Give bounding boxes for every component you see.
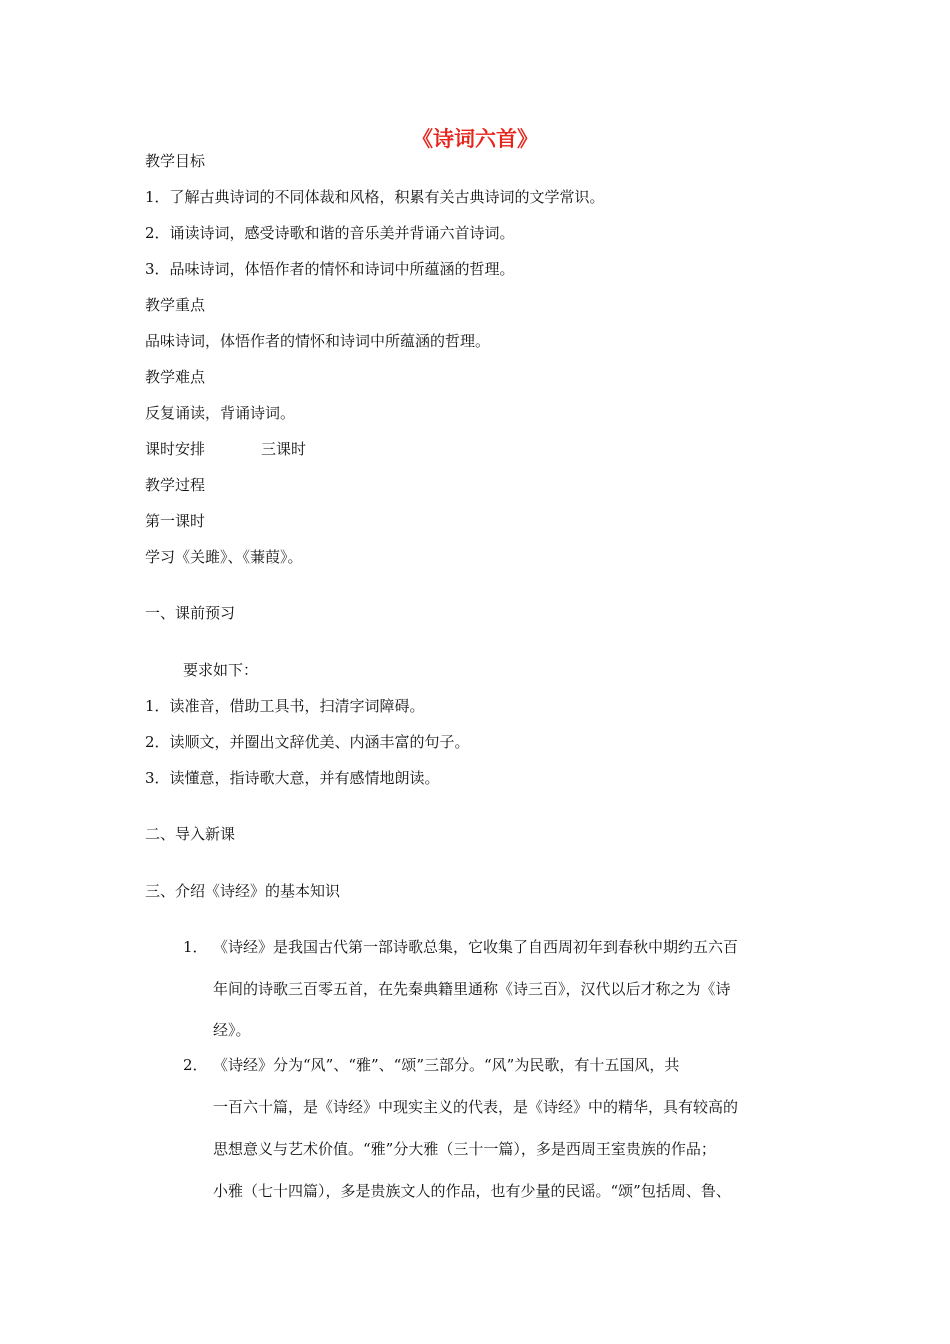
- requirements-intro: 要求如下：: [183, 661, 259, 679]
- lesson-1-heading: 第一课时: [145, 512, 206, 530]
- section-2-heading: 二、导入新课: [145, 825, 236, 843]
- item-2-number: 2．: [183, 1056, 208, 1074]
- difficult-heading: 教学难点: [145, 368, 206, 386]
- goal-2: 2．诵读诗词，感受诗歌和谐的音乐美并背诵六首诗词。: [145, 224, 515, 242]
- goal-3: 3．品味诗词，体悟作者的情怀和诗词中所蕴涵的哲理。: [145, 260, 515, 278]
- key-heading: 教学重点: [145, 296, 206, 314]
- lesson-1-study: 学习《关雎》、《蒹葭》。: [145, 548, 303, 566]
- item-2-line-4: 小雅（七十四篇），多是贵族文人的作品，也有少量的民谣。“颂”包括周、鲁、: [213, 1182, 731, 1200]
- requirement-2: 2．读顺文，并圈出文辞优美、内涵丰富的句子。: [145, 733, 470, 751]
- requirement-1: 1．读准音，借助工具书，扫清字词障碍。: [145, 697, 425, 715]
- item-1-line-2: 年间的诗歌三百零五首，在先秦典籍里通称《诗三百》，汉代以后才称之为《诗: [213, 980, 731, 998]
- schedule-line: [145, 439, 306, 459]
- schedule-value: 三课时: [261, 440, 307, 458]
- process-heading: 教学过程: [145, 476, 206, 494]
- section-1-heading: 一、课前预习: [145, 604, 236, 622]
- difficult-text: 反复诵读，背诵诗词。: [145, 404, 296, 422]
- goals-heading: 教学目标: [145, 152, 206, 170]
- key-text: 品味诗词，体悟作者的情怀和诗词中所蕴涵的哲理。: [145, 332, 491, 350]
- goal-1: 1．了解古典诗词的不同体裁和风格，积累有关古典诗词的文学常识。: [145, 188, 605, 206]
- schedule-label: 课时安排: [145, 440, 206, 458]
- item-2-line-1: 《诗经》分为“风”、“雅”、“颂”三部分。“风”为民歌，有十五国风，共: [213, 1056, 680, 1074]
- section-3-heading: 三、介绍《诗经》的基本知识: [145, 882, 341, 900]
- item-2-line-2: 一百六十篇，是《诗经》中现实主义的代表，是《诗经》中的精华，具有较高的: [213, 1098, 739, 1116]
- item-1-number: 1．: [183, 938, 208, 956]
- item-1-line-1: 《诗经》是我国古代第一部诗歌总集，它收集了自西周初年到春秋中期约五六百: [213, 938, 739, 956]
- item-1-line-3: 经》。: [213, 1021, 251, 1039]
- document-title: 《诗词六首》: [412, 127, 538, 151]
- requirement-3: 3．读懂意，指诗歌大意，并有感情地朗读。: [145, 769, 440, 787]
- item-2-line-3: 思想意义与艺术价值。“雅”分大雅（三十一篇），多是西周王室贵族的作品；: [213, 1140, 716, 1158]
